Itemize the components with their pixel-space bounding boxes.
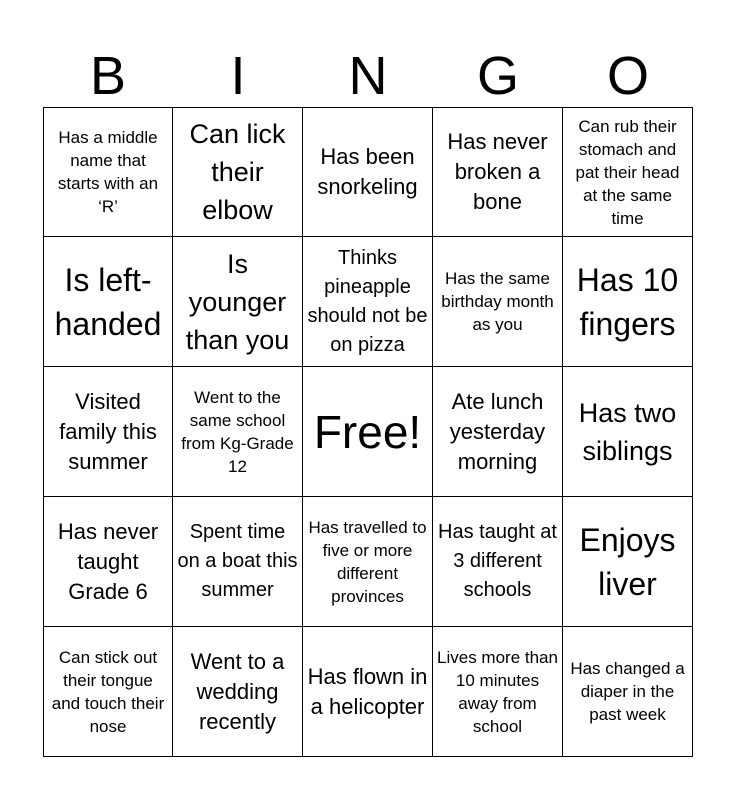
cell-text: Can rub their stomach and pat their head at the same time xyxy=(575,116,680,228)
bingo-board xyxy=(43,107,693,757)
bingo-cell-2-3[interactable] xyxy=(303,237,433,367)
bingo-cell-4-3[interactable] xyxy=(303,497,433,627)
bingo-cell-5-1[interactable] xyxy=(43,627,173,757)
header-letter-n: N xyxy=(348,46,388,106)
bingo-cell-4-1[interactable] xyxy=(43,497,173,627)
header-letter-i: I xyxy=(230,46,246,106)
free-space-text: Free! xyxy=(313,405,422,458)
bingo-cell-3-4[interactable] xyxy=(433,367,563,497)
header-letter-g: G xyxy=(476,46,519,106)
cell-text: Is younger than you xyxy=(185,248,290,355)
bingo-cell-free[interactable] xyxy=(303,367,433,497)
bingo-cell-5-2[interactable] xyxy=(173,627,303,757)
bingo-cell-5-3[interactable] xyxy=(303,627,433,757)
cell-text: Enjoys liver xyxy=(579,521,676,602)
cell-text: Lives more than 10 minutes away from school xyxy=(437,647,558,736)
cell-text: Can stick out their tongue and touch their nose xyxy=(51,647,165,736)
header-letter-o: O xyxy=(606,46,649,106)
cell-text: Is left-handed xyxy=(54,261,162,342)
bingo-cell-2-2[interactable] xyxy=(173,237,303,367)
bingo-cell-3-2[interactable] xyxy=(173,367,303,497)
cell-text: Went to a wedding recently xyxy=(190,648,285,734)
cell-text: Has a middle name that starts with an ‘R’ xyxy=(57,128,159,216)
bingo-cell-1-5[interactable] xyxy=(563,107,693,237)
cell-text: Spent time on a boat this summer xyxy=(177,521,298,601)
header-letter-b: B xyxy=(89,46,127,106)
cell-text: Went to the same school from Kg-Grade 12 xyxy=(181,387,294,476)
bingo-cell-4-4[interactable] xyxy=(433,497,563,627)
cell-text: Thinks pineapple should not be on pizza xyxy=(307,246,428,356)
cell-text: Has 10 fingers xyxy=(576,261,679,342)
bingo-cell-1-1[interactable] xyxy=(43,107,173,237)
bingo-cell-2-4[interactable] xyxy=(433,237,563,367)
bingo-cell-3-5[interactable] xyxy=(563,367,693,497)
cell-text: Ate lunch yesterday morning xyxy=(449,388,546,474)
bingo-cell-2-1[interactable] xyxy=(43,237,173,367)
bingo-cell-5-5[interactable] xyxy=(563,627,693,757)
cell-text: Can lick their elbow xyxy=(189,119,286,225)
cell-text: Visited family this summer xyxy=(59,388,157,474)
cell-text: Has two siblings xyxy=(578,397,677,466)
cell-text: Has been snorkeling xyxy=(317,144,418,199)
cell-text: Has the same birthday month as you xyxy=(441,269,554,334)
bingo-cell-1-4[interactable] xyxy=(433,107,563,237)
cell-text: Has taught at 3 different schools xyxy=(438,521,557,601)
bingo-header xyxy=(43,46,693,106)
bingo-cell-2-5[interactable] xyxy=(563,237,693,367)
bingo-cell-1-2[interactable] xyxy=(173,107,303,237)
bingo-cell-4-5[interactable] xyxy=(563,497,693,627)
cell-text: Has changed a diaper in the past week xyxy=(570,659,685,724)
bingo-cell-3-1[interactable] xyxy=(43,367,173,497)
cell-text: Has travelled to five or more different provinces xyxy=(308,517,427,606)
bingo-cell-5-4[interactable] xyxy=(433,627,563,757)
cell-text: Has never taught Grade 6 xyxy=(57,518,159,604)
bingo-cell-1-3[interactable] xyxy=(303,107,433,237)
cell-text: Has flown in a helicopter xyxy=(307,663,428,719)
cell-text: Has never broken a bone xyxy=(447,129,548,214)
bingo-cell-4-2[interactable] xyxy=(173,497,303,627)
